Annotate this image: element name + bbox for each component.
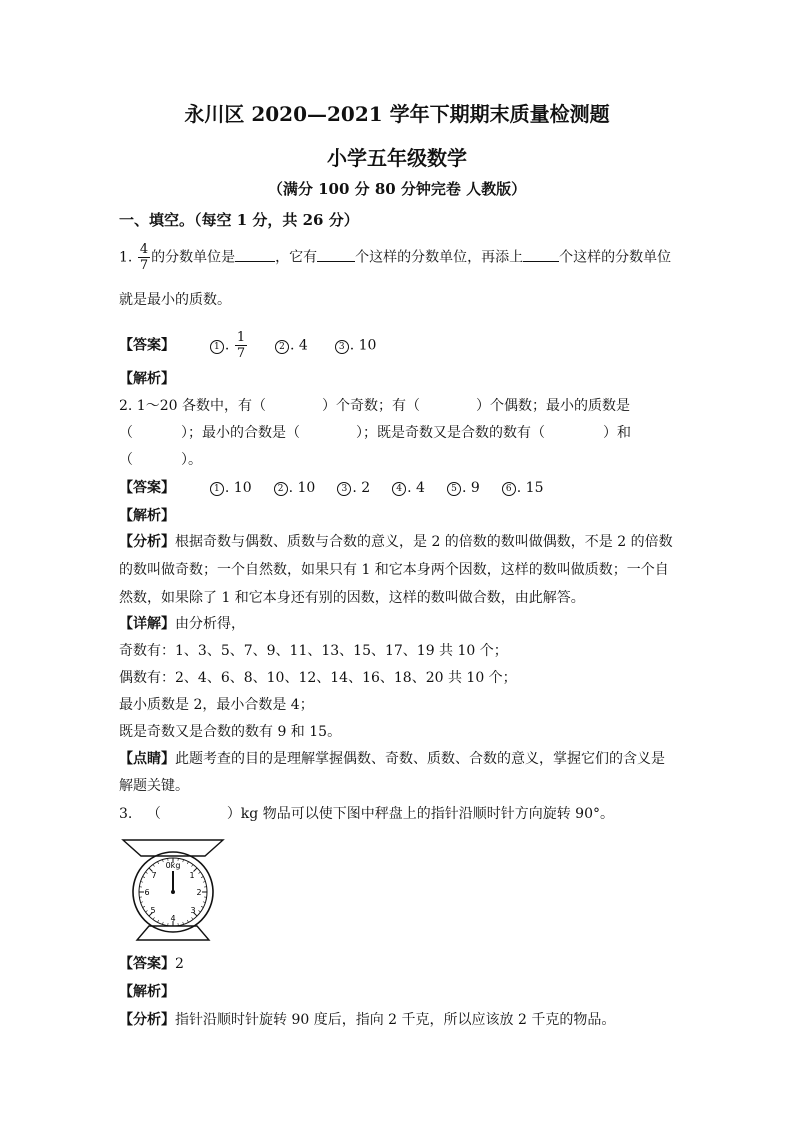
scale-tick xyxy=(145,872,147,873)
q1-answer-2: . 4 xyxy=(290,337,308,354)
q1-line2: 就是最小的质数。 xyxy=(119,292,231,308)
q1-text-b: ，它有 xyxy=(275,249,318,266)
circled-number: 2 xyxy=(275,340,289,354)
q2-answer-1: . 10 xyxy=(224,480,252,496)
q2-text: ）和 xyxy=(603,425,631,441)
scale-tick xyxy=(153,917,154,919)
q3-answer xyxy=(119,954,184,974)
answer-label: 【答案】 xyxy=(119,337,175,354)
q2-answer-6: . 15 xyxy=(516,480,544,496)
scale-number-2: 2 xyxy=(196,888,202,897)
answer-label: 【答案】 xyxy=(119,956,175,972)
circled-number: 2 xyxy=(274,482,288,496)
q3-text: ）kg 物品可以使下图中秤盘上的指针沿顺时针方向旋转 90°。 xyxy=(226,806,614,822)
q2-dianjing-line2: 解题关键。 xyxy=(119,778,189,794)
circled-number: 3 xyxy=(335,340,349,354)
q1-line1 xyxy=(119,242,671,273)
scale-tick xyxy=(192,917,193,919)
scale-tick xyxy=(162,922,163,924)
q2-text: ）个偶数；最小的质数是 xyxy=(475,398,630,414)
scale-number-4: 4 xyxy=(170,914,176,923)
scale-tick xyxy=(187,920,188,922)
q2-xiangjie-line1 xyxy=(119,614,245,634)
q1-analysis-label: 【解析】 xyxy=(119,371,175,387)
q2-text: ）。 xyxy=(181,452,202,468)
q1-text-c: 个这样的分数单位，再添上 xyxy=(355,249,524,266)
circled-number: 5 xyxy=(447,482,461,496)
q2-text: 2. 1～20 各数中，有（ xyxy=(119,398,266,414)
q2-analysis-label: 【解析】 xyxy=(119,508,175,524)
fenxi-label: 【分析】 xyxy=(119,1012,175,1028)
circled-number: 1 xyxy=(210,482,224,496)
circled-number: 1 xyxy=(210,340,224,354)
q3-text: （ xyxy=(146,806,161,822)
q2-answer-2: . 10 xyxy=(288,480,316,496)
scale-tick xyxy=(143,877,145,878)
q2-dianjing-line1 xyxy=(119,749,665,769)
fenxi-label: 【分析】 xyxy=(119,534,175,550)
scale-number-7: 7 xyxy=(151,871,157,880)
scale-pan xyxy=(123,840,223,856)
q2-fenxi-text: 根据奇数与偶数、质数与合数的意义，是 2 的倍数的数叫做偶数，不是 2 的倍数 xyxy=(175,534,673,550)
q1-answer-numerator: 1 xyxy=(236,330,246,345)
scale-number-3: 3 xyxy=(190,906,196,915)
scale-tick xyxy=(158,862,159,864)
q2-answer-4: . 4 xyxy=(407,480,425,496)
scale-number-1: 1 xyxy=(189,871,195,880)
q2-answer-5: . 9 xyxy=(461,480,480,496)
q2-text: ）；最小的合数是（ xyxy=(181,425,300,441)
scale-tick xyxy=(203,902,205,903)
scale-number-6: 6 xyxy=(144,888,150,897)
scale-base xyxy=(137,926,209,940)
q3-answer-value: 2 xyxy=(175,956,184,972)
exam-info: （满分 100 分 80 分钟完卷 人教版） xyxy=(267,180,527,198)
q1-answer-3: . 10 xyxy=(349,337,377,354)
q1-fraction-denominator: 7 xyxy=(139,258,149,273)
section-heading: 一、填空。（每空 1 分，共 26 分） xyxy=(119,211,359,229)
kitchen-scale-figure xyxy=(119,834,227,946)
q1-blank-1[interactable] xyxy=(235,247,275,262)
q2-answer xyxy=(119,478,544,498)
scale-needle-pivot xyxy=(171,890,175,894)
q3-fenxi-line1 xyxy=(119,1010,615,1030)
circled-number: 4 xyxy=(392,482,406,496)
scale-tick xyxy=(192,864,193,866)
q2-text: ）；既是奇数又是合数的数有（ xyxy=(356,425,545,441)
scale-tick xyxy=(145,911,147,912)
q2-fenxi-line2: 的数叫做奇数；一个自然数，如果只有 1 和它本身两个因数，这样的数叫做质数；一个自 xyxy=(119,562,669,578)
q1-number: 1. xyxy=(119,249,133,266)
q2-fenxi-line3: 然数，如果除了 1 和它本身还有别的因数，这样的数叫做合数，由此解答。 xyxy=(119,590,585,606)
exam-title: 永川区 2020—2021 学年下期期末质量检测题 xyxy=(184,102,610,126)
circled-number: 6 xyxy=(502,482,516,496)
q1-answer-denominator: 7 xyxy=(236,346,246,361)
q2-even-numbers: 偶数有：2、4、6、8、10、12、14、16、18、20 共 10 个； xyxy=(119,670,517,686)
q2-odd-numbers: 奇数有：1、3、5、7、9、11、13、15、17、19 共 10 个； xyxy=(119,643,508,659)
q2-line2 xyxy=(119,423,631,443)
q2-dianjing-text: 此题考查的目的是理解掌握偶数、奇数、质数、合数的意义，掌握它们的含义是 xyxy=(175,751,665,767)
q1-answer: 【答案】 1 . $\frac{1}{7}$ 2 . 4 3 . 10 xyxy=(119,330,377,361)
q1-blank-3[interactable] xyxy=(523,247,559,262)
scale-tick xyxy=(162,860,163,862)
scale-tick xyxy=(198,872,200,873)
scale-tick xyxy=(158,920,159,922)
q3-analysis-label: 【解析】 xyxy=(119,984,175,1000)
q3-line1 xyxy=(119,804,614,824)
dianjing-label: 【点睛】 xyxy=(119,751,175,767)
q2-prime-composite: 最小质数是 2，最小合数是 4； xyxy=(119,697,314,713)
q3-number: 3. xyxy=(119,806,133,822)
q1-blank-2[interactable] xyxy=(317,247,355,262)
scale-unit-label: 0kg xyxy=(165,861,181,870)
q2-text: （ xyxy=(119,452,133,468)
q2-xiangjie-text: 由分析得， xyxy=(175,616,245,632)
answer-label: 【答案】 xyxy=(119,480,175,496)
q1-fraction-numerator: 4 xyxy=(139,242,149,257)
xiangjie-label: 【详解】 xyxy=(119,616,175,632)
exam-subtitle: 小学五年级数学 xyxy=(327,146,467,170)
q1-fraction xyxy=(138,242,150,273)
q2-fenxi-line1 xyxy=(119,532,673,552)
scale-tick xyxy=(201,877,203,878)
scale-tick xyxy=(141,902,143,903)
scale-tick xyxy=(183,922,184,924)
q1-text-a: 的分数单位是 xyxy=(151,249,236,266)
q2-text: ）个奇数；有（ xyxy=(321,398,420,414)
q2-odd-composite: 既是奇数又是合数的数有 9 和 15。 xyxy=(119,724,342,740)
scale-tick xyxy=(198,911,200,912)
q2-line3 xyxy=(119,450,202,470)
scale-tick xyxy=(143,906,145,907)
q2-text: （ xyxy=(119,425,133,441)
q1-answer-fraction xyxy=(235,330,247,361)
scale-tick xyxy=(141,881,143,882)
q1-text-d: 个这样的分数单位 xyxy=(559,249,672,266)
circled-number: 3 xyxy=(337,482,351,496)
q2-line1 xyxy=(119,396,630,416)
scale-tick xyxy=(183,860,184,862)
scale-tick xyxy=(187,862,188,864)
q3-fenxi-text: 指针沿顺时针旋转 90 度后，指向 2 千克，所以应该放 2 千克的物品。 xyxy=(175,1012,616,1028)
q2-answer-3: . 2 xyxy=(352,480,371,496)
scale-tick xyxy=(153,864,154,866)
scale-number-5: 5 xyxy=(150,906,156,915)
scale-tick xyxy=(203,881,205,882)
scale-tick xyxy=(201,906,203,907)
